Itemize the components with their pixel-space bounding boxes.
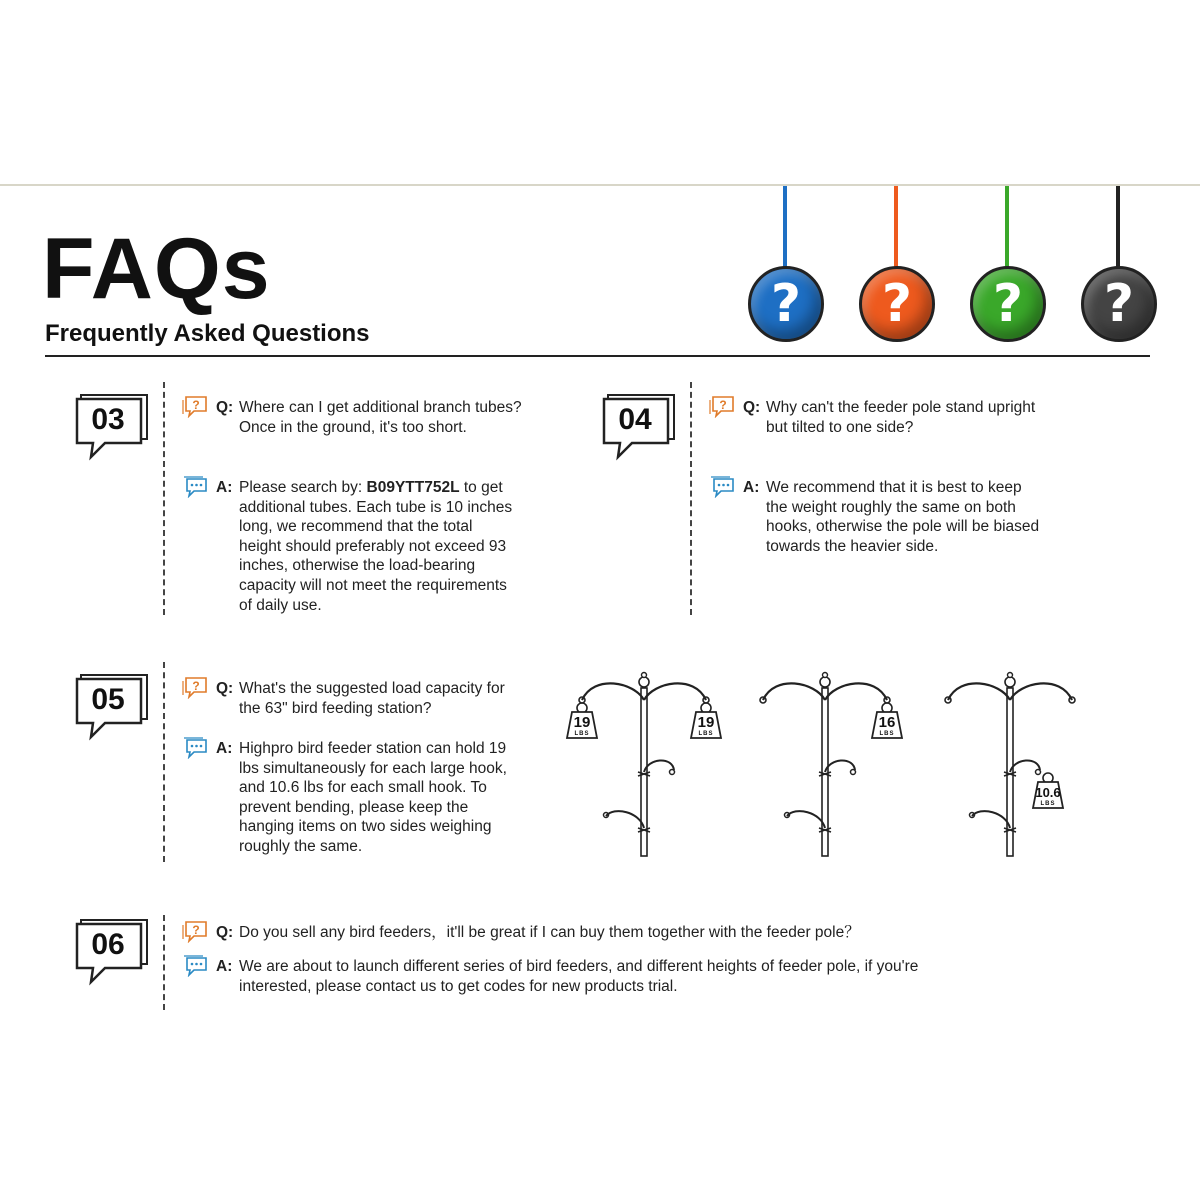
feeder-pole-2 (760, 673, 902, 857)
faq-number-bubble (75, 918, 155, 990)
faq-06-answer (182, 957, 1062, 996)
answer-bubble-icon (709, 476, 735, 498)
weight-tag (1033, 773, 1063, 808)
question-line: What's the suggested load capacity for (239, 680, 505, 697)
answer-line: inches, otherwise the load-bearing (239, 557, 476, 575)
feeder-pole-illustrations (560, 660, 1100, 870)
qmark-string (1116, 186, 1120, 268)
answer-bubble-icon (182, 955, 208, 977)
faq-03-answer (182, 478, 562, 615)
faq-05-question (182, 679, 562, 718)
dashed-divider (163, 662, 165, 862)
question-mark-blue-icon (746, 186, 826, 346)
page-subtitle: Frequently Asked Questions (45, 320, 370, 347)
weight-tag (691, 703, 721, 738)
answer-line: lbs simultaneously for each large hook, (239, 759, 507, 777)
weight-value: 16 (878, 714, 896, 731)
answer-line: We recommend that it is best to keep (766, 479, 1022, 496)
qmark-ball: ? (970, 266, 1046, 342)
answer-line: the weight roughly the same on both (766, 498, 1016, 516)
qmark-ball: ? (748, 266, 824, 342)
answer-suffix: to get (459, 479, 503, 496)
question-bubble-icon (182, 677, 208, 699)
q-tag: Q: (216, 399, 234, 416)
answer-line: prevent bending, please keep the (239, 798, 469, 816)
answer-line: towards the heavier side. (766, 537, 939, 555)
svg-text:?: ? (192, 398, 200, 412)
weight-unit: LBS (879, 731, 895, 737)
page-title: FAQs (42, 221, 271, 317)
qmark-string (1005, 186, 1009, 268)
answer-bubble-icon (182, 737, 208, 759)
a-tag: A: (743, 479, 760, 496)
weight-unit: LBS (574, 731, 590, 737)
answer-line: capacity will not meet the requirements (239, 576, 507, 594)
question-bubble-icon (709, 396, 735, 418)
qmark-string (894, 186, 898, 268)
question-bubble-icon (182, 396, 208, 418)
faq-06-question (182, 923, 1062, 943)
header-rule (45, 355, 1150, 357)
weight-value: 19 (697, 714, 715, 731)
feeder-pole-3 (945, 673, 1075, 857)
svg-text:?: ? (719, 398, 727, 412)
q-tag: Q: (216, 680, 234, 697)
faq-number: 06 (91, 928, 125, 961)
answer-line (239, 478, 562, 498)
faq-04-answer (709, 478, 1089, 556)
answer-line: of daily use. (239, 596, 322, 614)
faq-number: 05 (91, 683, 125, 716)
feeder-pole-1 (567, 673, 721, 857)
question-mark-black-icon (1079, 186, 1159, 346)
q-tag: Q: (216, 924, 234, 941)
a-tag: A: (216, 958, 233, 975)
svg-text:?: ? (192, 679, 200, 693)
dashed-divider (690, 382, 692, 615)
question-line: but tilted to one side? (766, 418, 914, 436)
answer-bubble-icon (182, 476, 208, 498)
weight-tag (872, 703, 902, 738)
question-bubble-icon (182, 921, 208, 943)
qmark-ball: ? (859, 266, 935, 342)
weight-tag (567, 703, 597, 738)
question-mark-orange-icon (857, 186, 937, 346)
answer-line: and 10.6 lbs for each small hook. To (239, 779, 487, 797)
answer-line: interested, please contact us to get codes for new products trial. (239, 977, 678, 995)
faq-03-question (182, 398, 562, 437)
weight-unit: LBS (1040, 801, 1056, 807)
question-line: Once in the ground, it's too short. (239, 418, 467, 436)
a-tag: A: (216, 740, 233, 757)
faq-number-bubble (75, 673, 155, 745)
answer-prefix: Please search by: (239, 479, 367, 496)
product-code: B09YTT752L (366, 479, 460, 496)
qmark-string (783, 186, 787, 268)
answer-line: We are about to launch different series of bird feeders, and different heights of feeder pole, if you're (239, 958, 919, 975)
answer-line: hooks, otherwise the pole will be biased (766, 518, 1040, 536)
question-mark-green-icon (968, 186, 1048, 346)
question-line: Why can't the feeder pole stand upright (766, 399, 1036, 416)
answer-line: long, we recommend that the total (239, 518, 473, 536)
a-tag: A: (216, 479, 233, 496)
svg-text:?: ? (192, 923, 200, 937)
dashed-divider (163, 915, 165, 1010)
faq-number-bubble (75, 393, 155, 465)
faq-05-answer (182, 739, 562, 857)
answer-line: hanging items on two sides weighing (239, 818, 492, 836)
faq-number: 04 (618, 403, 652, 436)
weight-value: 10.6 (1035, 785, 1061, 800)
q-tag: Q: (743, 399, 761, 416)
faq-04-question (709, 398, 1089, 437)
answer-line: roughly the same. (239, 837, 363, 855)
question-line: the 63" bird feeding station? (239, 699, 432, 717)
dashed-divider (163, 382, 165, 615)
qmark-ball: ? (1081, 266, 1157, 342)
answer-line: height should preferably not exceed 93 (239, 537, 507, 555)
answer-line: additional tubes. Each tube is 10 inches (239, 498, 513, 516)
answer-line: Highpro bird feeder station can hold 19 (239, 740, 507, 757)
question-line: Do you sell any bird feeders，it'll be great if I can buy them together with the feeder pole？ (239, 924, 860, 941)
faq-number-bubble (602, 393, 682, 465)
faq-number: 03 (91, 403, 125, 436)
question-line: Where can I get additional branch tubes? (239, 399, 522, 416)
weight-value: 19 (573, 714, 591, 731)
weight-unit: LBS (698, 731, 714, 737)
